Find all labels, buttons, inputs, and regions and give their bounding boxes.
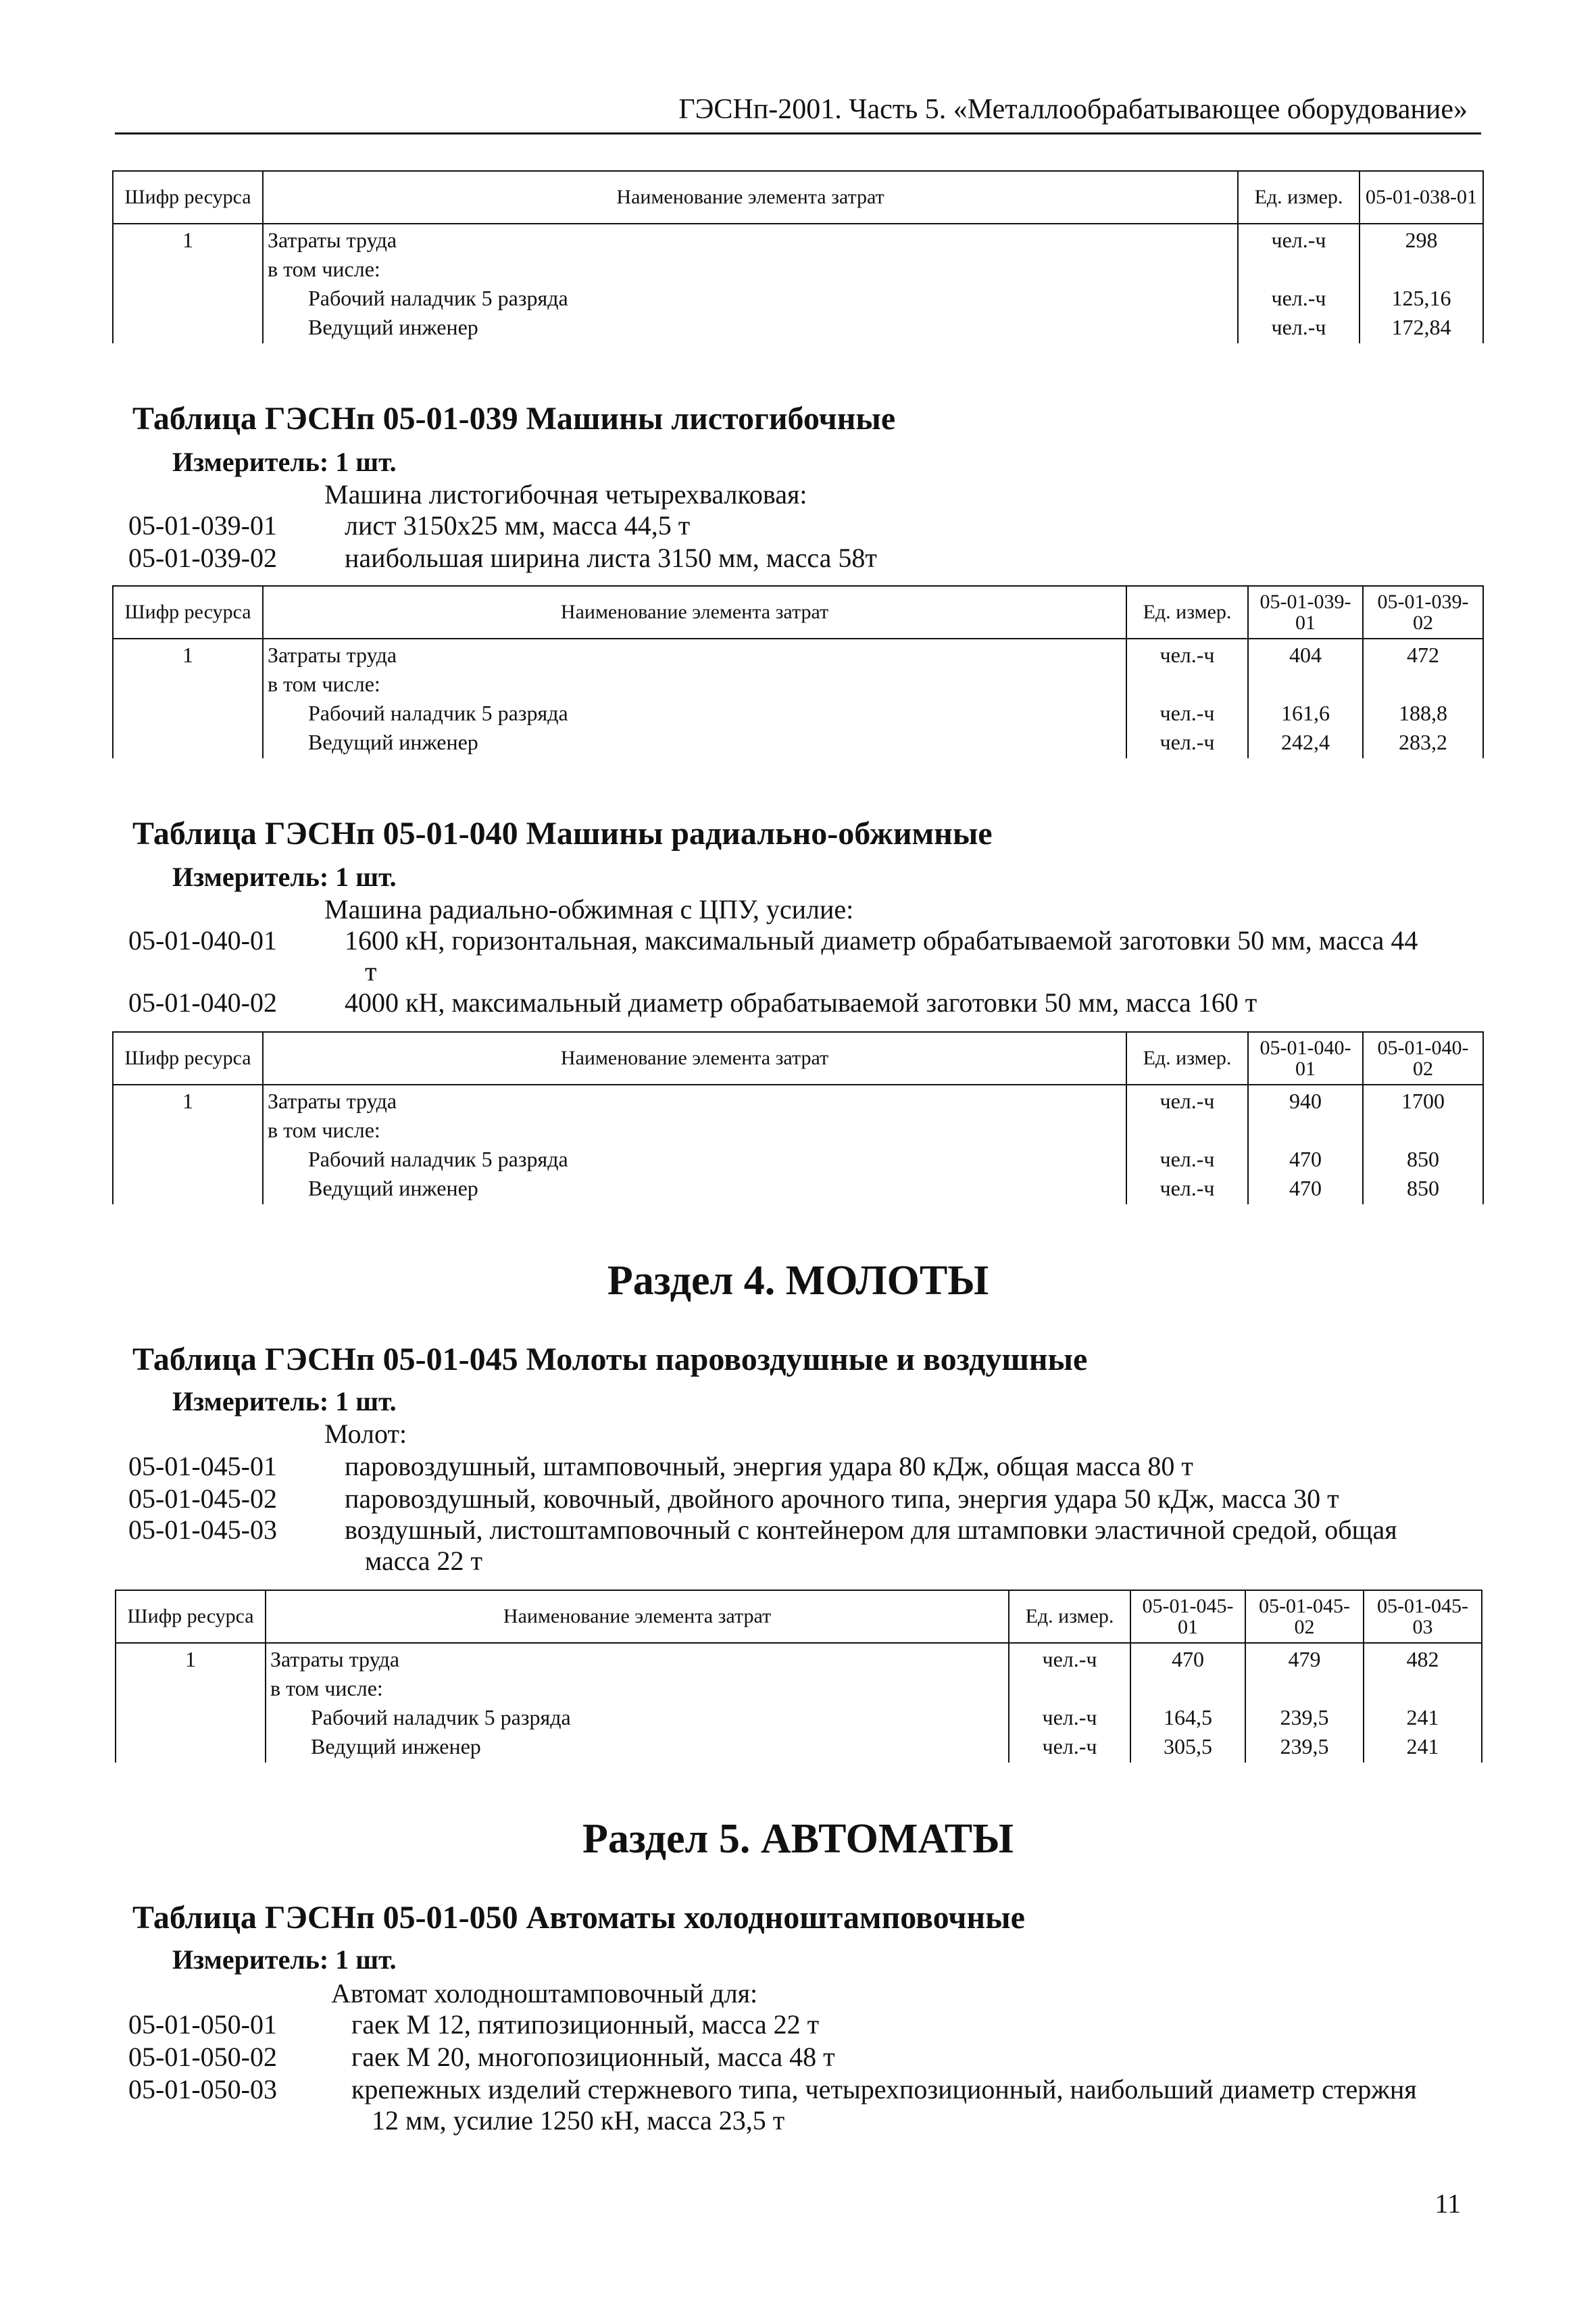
cost-names-cell <box>263 224 1238 343</box>
adjuster-unit: чел.-ч <box>1159 1147 1215 1171</box>
page-number: 11 <box>1435 2188 1461 2219</box>
resource-code: 1 <box>182 228 193 252</box>
adjuster-unit: чел.-ч <box>1042 1705 1097 1729</box>
units-cell <box>1126 639 1248 758</box>
engineer-value: 305,5 <box>1164 1734 1212 1758</box>
table-body <box>113 639 1483 758</box>
running-header: ГЭСНп-2001. Часть 5. «Металлообрабатывающее оборудование» <box>678 94 1468 125</box>
engineer-value: 172,84 <box>1391 315 1451 339</box>
values-cell <box>1248 1085 1363 1204</box>
col-value-header: 05-01-040-02 <box>1363 1032 1483 1085</box>
engineer-value: 470 <box>1289 1176 1322 1200</box>
cost-table-038 <box>112 170 1484 343</box>
resource-code-cell <box>113 639 263 758</box>
including-label: в том числе: <box>268 672 380 696</box>
table-045-title: Таблица ГЭСНп 05-01-045 Молоты паровоздушные и воздушные <box>132 1341 1088 1377</box>
labor-unit: чел.-ч <box>1159 1089 1215 1113</box>
adjuster-value: 850 <box>1407 1147 1439 1171</box>
resource-code: 1 <box>185 1647 196 1671</box>
section-5-heading: Раздел 5. АВТОМАТЫ <box>582 1816 1014 1862</box>
col-unit-header: Ед. измер. <box>1126 586 1248 639</box>
col-code-header: Шифр ресурса <box>116 1590 266 1643</box>
adjuster-label: Рабочий наладчик 5 разряда <box>308 701 568 725</box>
engineer-label: Ведущий инженер <box>308 1176 478 1200</box>
labor-value: 470 <box>1172 1647 1204 1671</box>
cost-table-040 <box>112 1031 1484 1204</box>
including-label: в том числе: <box>268 257 380 281</box>
table-040-title: Таблица ГЭСНп 05-01-040 Машины радиально-обжимные <box>132 816 993 852</box>
header-rule <box>115 132 1481 134</box>
engineer-value: 239,5 <box>1280 1734 1329 1758</box>
engineer-value: 283,2 <box>1399 730 1447 754</box>
table-050-meter: Измеритель: 1 шт. <box>172 1944 397 1975</box>
table-040-meter: Измеритель: 1 шт. <box>172 862 397 892</box>
col-name-header: Наименование элемента затрат <box>263 1032 1126 1085</box>
labor-label: Затраты труда <box>270 1647 400 1671</box>
item-code: 05-01-039-01 <box>128 510 277 541</box>
item-desc: лист 3150х25 мм, масса 44,5 т <box>345 510 691 541</box>
engineer-label: Ведущий инженер <box>308 315 478 339</box>
item-code: 05-01-045-01 <box>128 1451 277 1481</box>
adjuster-value: 161,6 <box>1281 701 1330 725</box>
labor-unit: чел.-ч <box>1271 228 1326 252</box>
col-value-header: 05-01-039-01 <box>1248 586 1363 639</box>
item-desc: наибольшая ширина листа 3150 мм, масса 58т <box>345 543 877 573</box>
resource-code: 1 <box>182 643 193 667</box>
values-cell <box>1363 639 1483 758</box>
cost-names-cell <box>263 1085 1126 1204</box>
item-desc: паровоздушный, ковочный, двойного арочного типа, энергия удара 50 кДж, масса 30 т <box>345 1483 1339 1514</box>
item-code: 05-01-040-01 <box>128 925 277 956</box>
adjuster-unit: чел.-ч <box>1271 286 1326 310</box>
engineer-unit: чел.-ч <box>1271 315 1326 339</box>
item-code: 05-01-045-03 <box>128 1515 277 1545</box>
item-code: 05-01-050-03 <box>128 2074 277 2104</box>
values-cell <box>1363 1085 1483 1204</box>
labor-unit: чел.-ч <box>1042 1647 1097 1671</box>
engineer-value: 241 <box>1406 1734 1439 1758</box>
item-code: 05-01-040-02 <box>128 987 277 1018</box>
table-039-title: Таблица ГЭСНп 05-01-039 Машины листогибочные <box>132 401 896 437</box>
col-name-header: Наименование элемента затрат <box>263 171 1238 224</box>
including-label: в том числе: <box>270 1676 383 1700</box>
engineer-label: Ведущий инженер <box>308 730 478 754</box>
resource-code-cell <box>113 1085 263 1204</box>
table-body <box>113 224 1483 343</box>
col-unit-header: Ед. измер. <box>1009 1590 1130 1643</box>
item-desc: гаек М 20, многопозиционный, масса 48 т <box>351 2042 835 2072</box>
adjuster-value: 239,5 <box>1280 1705 1329 1729</box>
units-cell <box>1009 1643 1130 1763</box>
col-value-header: 05-01-040-01 <box>1248 1032 1363 1085</box>
item-code: 05-01-050-02 <box>128 2042 277 2072</box>
adjuster-value: 164,5 <box>1164 1705 1212 1729</box>
adjuster-value: 241 <box>1406 1705 1439 1729</box>
resource-code-cell <box>116 1643 266 1763</box>
labor-unit: чел.-ч <box>1159 643 1215 667</box>
table-header-row <box>113 171 1483 224</box>
labor-value: 404 <box>1289 643 1322 667</box>
item-desc: крепежных изделий стержневого типа, четырехпозиционный, наибольший диаметр стержня <box>351 2074 1417 2104</box>
labor-label: Затраты труда <box>268 1089 397 1113</box>
section-4-heading: Раздел 4. МОЛОТЫ <box>607 1258 989 1304</box>
item-desc: 4000 кН, максимальный диаметр обрабатываемой заготовки 50 мм, масса 160 т <box>345 987 1257 1018</box>
item-code: 05-01-050-01 <box>128 2009 277 2040</box>
labor-value: 479 <box>1288 1647 1321 1671</box>
values-cell <box>1360 224 1483 343</box>
resource-code: 1 <box>182 1089 193 1113</box>
engineer-value: 850 <box>1407 1176 1439 1200</box>
labor-value: 298 <box>1405 228 1438 252</box>
resource-code-cell <box>113 224 263 343</box>
col-unit-header: Ед. измер. <box>1238 171 1360 224</box>
engineer-unit: чел.-ч <box>1159 1176 1215 1200</box>
adjuster-value: 125,16 <box>1391 286 1451 310</box>
col-unit-header: Ед. измер. <box>1126 1032 1248 1085</box>
values-cell <box>1248 639 1363 758</box>
table-header-row <box>113 1032 1483 1085</box>
table-050-title: Таблица ГЭСНп 05-01-050 Автоматы холодноштамповочные <box>132 1900 1025 1936</box>
engineer-label: Ведущий инженер <box>311 1734 481 1758</box>
adjuster-label: Рабочий наладчик 5 разряда <box>308 1147 568 1171</box>
col-value-header: 05-01-038-01 <box>1360 171 1483 224</box>
adjuster-label: Рабочий наладчик 5 разряда <box>311 1705 571 1729</box>
adjuster-unit: чел.-ч <box>1159 701 1215 725</box>
adjuster-value: 470 <box>1289 1147 1322 1171</box>
labor-label: Затраты труда <box>268 643 397 667</box>
table-050-intro: Автомат холодноштамповочный для: <box>331 1978 758 2009</box>
col-name-header: Наименование элемента затрат <box>263 586 1126 639</box>
col-code-header: Шифр ресурса <box>113 586 263 639</box>
values-cell <box>1245 1643 1364 1763</box>
item-desc-continued: 12 мм, усилие 1250 кН, масса 23,5 т <box>372 2105 785 2136</box>
labor-value: 482 <box>1406 1647 1439 1671</box>
cost-names-cell <box>263 639 1126 758</box>
cost-table-039 <box>112 585 1484 758</box>
col-value-header: 05-01-039-02 <box>1363 586 1483 639</box>
values-cell <box>1364 1643 1482 1763</box>
labor-value: 1700 <box>1401 1089 1445 1113</box>
labor-value: 472 <box>1407 643 1439 667</box>
engineer-unit: чел.-ч <box>1042 1734 1097 1758</box>
col-value-header: 05-01-045-02 <box>1245 1590 1364 1643</box>
col-code-header: Шифр ресурса <box>113 1032 263 1085</box>
units-cell <box>1126 1085 1248 1204</box>
table-body <box>116 1643 1482 1763</box>
cost-names-cell <box>266 1643 1009 1763</box>
col-value-header: 05-01-045-03 <box>1364 1590 1482 1643</box>
col-code-header: Шифр ресурса <box>113 171 263 224</box>
adjuster-label: Рабочий наладчик 5 разряда <box>308 286 568 310</box>
units-cell <box>1238 224 1360 343</box>
item-code: 05-01-045-02 <box>128 1483 277 1514</box>
table-039-meter: Измеритель: 1 шт. <box>172 447 397 477</box>
engineer-unit: чел.-ч <box>1159 730 1215 754</box>
cost-table-045 <box>115 1590 1482 1763</box>
table-header-row <box>116 1590 1482 1643</box>
table-040-intro: Машина радиально-обжимная с ЦПУ, усилие: <box>324 894 854 925</box>
item-desc: гаек М 12, пятипозиционный, масса 22 т <box>351 2009 820 2040</box>
labor-value: 940 <box>1289 1089 1322 1113</box>
adjuster-value: 188,8 <box>1399 701 1447 725</box>
item-desc-continued: т <box>365 956 377 987</box>
col-value-header: 05-01-045-01 <box>1130 1590 1245 1643</box>
table-body <box>113 1085 1483 1204</box>
labor-label: Затраты труда <box>268 228 397 252</box>
col-name-header: Наименование элемента затрат <box>266 1590 1009 1643</box>
item-desc: паровоздушный, штамповочный, энергия удара 80 кДж, общая масса 80 т <box>345 1451 1193 1481</box>
item-desc: 1600 кН, горизонтальная, максимальный диаметр обрабатываемой заготовки 50 мм, масса 44 <box>345 925 1418 956</box>
table-045-meter: Измеритель: 1 шт. <box>172 1386 397 1417</box>
engineer-value: 242,4 <box>1281 730 1330 754</box>
table-039-intro: Машина листогибочная четырехвалковая: <box>324 479 807 510</box>
including-label: в том числе: <box>268 1118 380 1142</box>
item-desc-continued: масса 22 т <box>365 1546 483 1576</box>
table-header-row <box>113 586 1483 639</box>
item-code: 05-01-039-02 <box>128 543 277 573</box>
item-desc: воздушный, листоштамповочный с контейнером для штамповки эластичной средой, общая <box>345 1515 1397 1545</box>
table-045-intro: Молот: <box>324 1419 407 1449</box>
values-cell <box>1130 1643 1245 1763</box>
